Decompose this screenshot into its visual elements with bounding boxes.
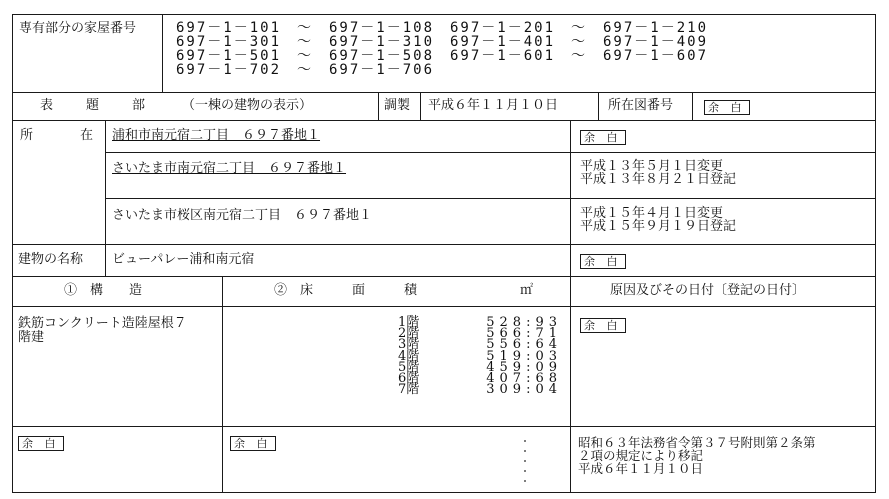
floor-area: 528:93 xyxy=(486,315,562,330)
unit-numbers-line-1: 697－1－101 ～ 697－1－108 697－1－201 ～ 697－1－210 xyxy=(176,20,709,36)
floor-label: 6階 xyxy=(398,371,420,387)
building-name-value: ビューパレー浦和南元宿 xyxy=(112,252,255,267)
border-left xyxy=(12,14,13,492)
border-header-top xyxy=(12,92,876,93)
header-title-2: 題 xyxy=(86,98,100,113)
floor-label: 2階 xyxy=(398,326,420,342)
location-note-2: 平成１３年５月１日変更 平成１３年８月２１日登記 xyxy=(580,159,737,187)
border-name-bottom xyxy=(12,276,876,277)
building-name-note: 余 白 xyxy=(580,254,626,269)
header-title-3: 部 xyxy=(132,98,146,113)
bottom-area-note: 余 白 xyxy=(230,436,276,451)
decimal-separator-dots xyxy=(524,438,526,484)
bottom-cause-line-3: 平成６年１１月１０日 xyxy=(578,461,704,476)
divider-structure-col xyxy=(222,276,223,492)
floor-area: 309:04 xyxy=(486,382,562,398)
column-unit: ㎡ xyxy=(520,283,534,298)
floor-area: 459:09 xyxy=(486,359,562,375)
map-number-value: 余 白 xyxy=(704,100,750,115)
divider-prep-label xyxy=(378,92,379,120)
floor-area-list xyxy=(470,315,562,398)
location-note-1: 余 白 xyxy=(580,130,626,145)
structure-text-2: 階建 xyxy=(18,330,45,345)
floor-label: 4階 xyxy=(398,348,420,364)
border-name-top xyxy=(12,244,876,245)
floor-area: 519:03 xyxy=(486,348,562,364)
border-header-bottom xyxy=(12,120,876,121)
border-colhead-bottom xyxy=(12,306,876,307)
divider-map-value xyxy=(692,92,693,120)
bottom-cause-line-1: 昭和６３年法務省令第３７号附則第２条第 xyxy=(578,435,816,450)
unit-numbers-line-2: 697－1－301 ～ 697－1－310 697－1－401 ～ 697－1－409 xyxy=(176,34,709,50)
location-label-2: 在 xyxy=(80,128,94,143)
header-subtitle: （一棟の建物の表示） xyxy=(182,98,313,113)
location-note-3: 平成１５年４月１日変更 平成１５年９月１９日登記 xyxy=(580,206,737,234)
building-name-label: 建物の名称 xyxy=(18,252,84,267)
structure-text-1: 鉄筋コンクリート造陸屋根７ xyxy=(18,316,187,331)
floor-label: 3階 xyxy=(398,337,420,353)
border-loc-2 xyxy=(105,198,876,199)
bottom-structure-note: 余 白 xyxy=(18,436,64,451)
column-structure: ① 構 造 xyxy=(64,283,143,298)
bottom-cause-line-2: ２項の規定により移記 xyxy=(578,448,704,463)
divider-unit-label xyxy=(162,14,163,92)
column-floor-area: ② 床 面 積 xyxy=(274,283,418,298)
floor-area: 566:71 xyxy=(486,326,562,342)
border-bottom xyxy=(12,492,876,493)
border-loc-1 xyxy=(105,152,876,153)
location-entry-1: 浦和市南元宿二丁目 ６９７番地１ xyxy=(112,128,321,143)
floor-list xyxy=(398,315,420,398)
location-entry-3: さいたま市桜区南元宿二丁目 ６９７番地１ xyxy=(112,208,373,223)
floor-area: 407:68 xyxy=(486,371,562,387)
divider-label-col xyxy=(105,120,106,276)
column-cause: 原因及びその日付〔登記の日付〕 xyxy=(610,283,806,298)
unit-numbers-line-3: 697－1－501 ～ 697－1－508 697－1－601 ～ 697－1－607 xyxy=(176,48,709,64)
floor-label: 5階 xyxy=(398,359,420,375)
unit-numbers-line-4: 697－1－702 ～ 697－1－706 xyxy=(176,62,435,78)
unit-numbers-label: 専有部分の家屋番号 xyxy=(19,21,137,36)
divider-note-col xyxy=(570,120,571,492)
map-number-label: 所在図番号 xyxy=(608,98,674,113)
border-struct-bottom xyxy=(12,426,876,427)
header-title-1: 表 xyxy=(40,98,54,113)
location-entry-2: さいたま市南元宿二丁目 ６９７番地１ xyxy=(112,161,347,176)
prep-date: 平成６年１１月１０日 xyxy=(428,98,559,113)
structure-cause-note: 余 白 xyxy=(580,318,626,333)
location-label-1: 所 xyxy=(20,128,34,143)
border-top xyxy=(12,14,876,15)
floor-area: 556:64 xyxy=(486,337,562,353)
divider-prep-date xyxy=(420,92,421,120)
border-right xyxy=(875,14,876,492)
floor-label: 7階 xyxy=(398,382,420,398)
floor-label: 1階 xyxy=(398,315,420,330)
prep-label: 調製 xyxy=(384,98,411,113)
divider-map xyxy=(598,92,599,120)
